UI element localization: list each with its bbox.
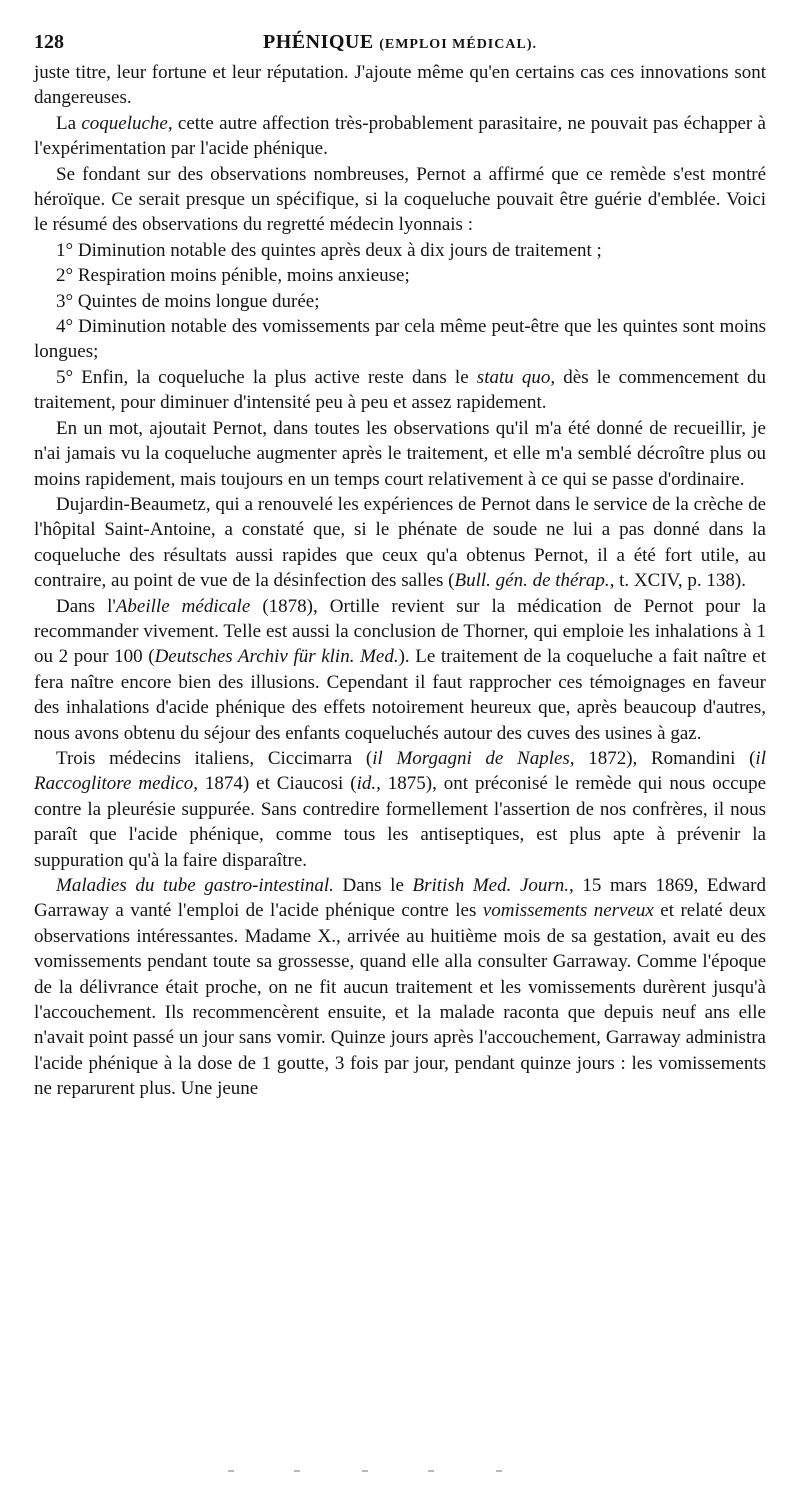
- italic-text: Bull. gén. de thérap.,: [454, 570, 615, 592]
- italic-text: id.,: [356, 773, 381, 795]
- italic-text: vomissements nerveux: [482, 900, 654, 922]
- italic-text: il Raccoglitore medico,: [34, 747, 766, 795]
- paragraph: [34, 162, 766, 238]
- paragraph: [34, 365, 766, 416]
- paragraph: [34, 492, 766, 594]
- page-number: 128: [34, 31, 64, 53]
- italic-text: statu quo,: [476, 366, 556, 388]
- italic-text: British Med. Journ.,: [412, 875, 574, 896]
- paragraph: [34, 746, 766, 873]
- italic-text: Deutsches Archiv für klin. Med.: [154, 646, 399, 668]
- body-text: [34, 60, 766, 1102]
- paragraph: [34, 238, 766, 263]
- text-run: La: [56, 112, 82, 134]
- book-page: [34, 30, 766, 1102]
- paragraph: [34, 289, 766, 314]
- text-run: Dans l': [56, 595, 116, 617]
- running-head: [34, 30, 766, 57]
- paragraph: [34, 314, 766, 365]
- paragraph: [34, 594, 766, 746]
- page-header: [34, 30, 766, 58]
- text-run: 3° Quintes de moins longue durée;: [56, 290, 320, 312]
- text-run: 1° Diminution notable des quintes après deux à dix jours de traitement ;: [56, 239, 602, 261]
- text-run: 4° Diminution notable des vomissements par cela même peut-être que les quintes sont moins longues;: [34, 316, 766, 363]
- text-run: juste titre, leur fortune et leur réputation. J'ajoute même qu'en certains cas ces innovations sont dangereuses.: [34, 62, 766, 109]
- bottom-scan-marks: [0, 1470, 800, 1474]
- text-run: 15 mars 1869, Edward Garraway a vanté l'emploi de l'acide phénique contre les: [34, 875, 766, 922]
- text-run: En un mot, ajoutait Pernot, dans toutes les observations qu'il m'a été donné de recueillir, je n'ai jamais vu la coqueluche augmenter après le traitement, et elle m'a semblé décroître plus ou moins rapidement, mais toujours en un temps court relativement à ce qui se passe d'ordinaire.: [34, 417, 766, 490]
- text-run: 1872), Romandini (: [574, 747, 756, 769]
- running-title: PHÉNIQUE: [263, 31, 374, 53]
- paragraph: [34, 416, 766, 492]
- text-run: 5° Enfin, la coqueluche la plus active reste dans le: [56, 366, 477, 388]
- paragraph: [34, 111, 766, 162]
- text-run: et relaté deux observations intéressantes. Madame X., arrivée au huitième mois de sa gestation, avait eu des vomissements pendant toute sa grossesse, quand elle alla consulter Garraway. Comme l'époque de la délivrance était proche, on ne fit aucun traitement et les vomissements durèrent jusqu'à l'accouchement. Ils recommencèrent ensuite, et la malade raconta que depuis neuf ans elle n'avait point passé un jour sans vomir. Quinze jours après l'accouchement, Garraway administra l'acide phénique à la dose de 1 goutte, 3 fois par jour, pendant quinze jours : les vomissements ne reparurent plus. Une jeune: [34, 900, 766, 1100]
- text-run: cette autre affection très-probablement parasitaire, ne pouvait pas échapper à l'expérimentation par l'acide phénique.: [34, 112, 766, 160]
- paragraph: [34, 60, 766, 111]
- italic-text: Maladies du tube gastro-intestinal.: [56, 875, 334, 896]
- paragraph: [34, 873, 766, 1102]
- text-run: Se fondant sur des observations nombreuses, Pernot a affirmé que ce remède s'est montré héroïque. Ce serait presque un spécifique, si la coqueluche pouvait être guérie d'emblée. Voici le résumé des observations du regretté médecin lyonnais :: [34, 163, 766, 236]
- text-run: 1875), ont préconisé le remède qui nous occupe contre la pleurésie suppurée. Sans contredire formellement l'assertion de nos confrères, il nous paraît que l'acide phénique, comme tous les antiseptiques, est plus apte à prévenir la suppuration qu'à la faire disparaître.: [34, 773, 767, 871]
- text-run: dès le commencement du traitement, pour diminuer d'intensité peu à peu et assez rapidement.: [34, 366, 767, 414]
- italic-text: Abeille médicale: [115, 595, 251, 617]
- text-run: ). Le traitement de la coqueluche a fait naître et fera naître encore bien des illusions. Cependant il faut rapprocher ces témoignages en faveur des inhalations d'acide phénique des effets notoirement heureux que, après beaucoup d'autres, nous avons obtenu du séjour des enfants coqueluchés autour des cuves des usines à gaz.: [34, 646, 766, 744]
- paragraph: [34, 263, 766, 288]
- text-run: Trois médecins italiens, Ciccimarra (: [56, 747, 373, 769]
- text-run: 2° Respiration moins pénible, moins anxieuse;: [56, 265, 410, 287]
- text-run: Dujardin-Beaumetz, qui a renouvelé les expériences de Pernot dans le service de la crèche de l'hôpital Saint-Antoine, a constaté que, si le phénate de soude ne lui a pas donné dans la coqueluche des résultats aussi rapides que ceux qu'a obtenus Pernot, il a été fort utile, au contraire, au point de vue de la désinfection des salles (: [34, 493, 766, 592]
- running-subtitle: (EMPLOI MÉDICAL).: [379, 37, 537, 52]
- italic-text: il Morgagni de Naples,: [372, 747, 575, 769]
- italic-text: coqueluche,: [81, 112, 173, 134]
- text-run: Dans le: [333, 875, 413, 896]
- text-run: 1874) et Ciaucosi (: [197, 773, 357, 795]
- text-run: (1878), Ortille revient sur la médication de Pernot pour la recommander vivement. Telle est aussi la conclusion de Thorner, qui emploie les inhalations à 1 ou 2 pour 100 (: [34, 595, 766, 668]
- text-run: t. XCIV, p. 138).: [614, 570, 746, 592]
